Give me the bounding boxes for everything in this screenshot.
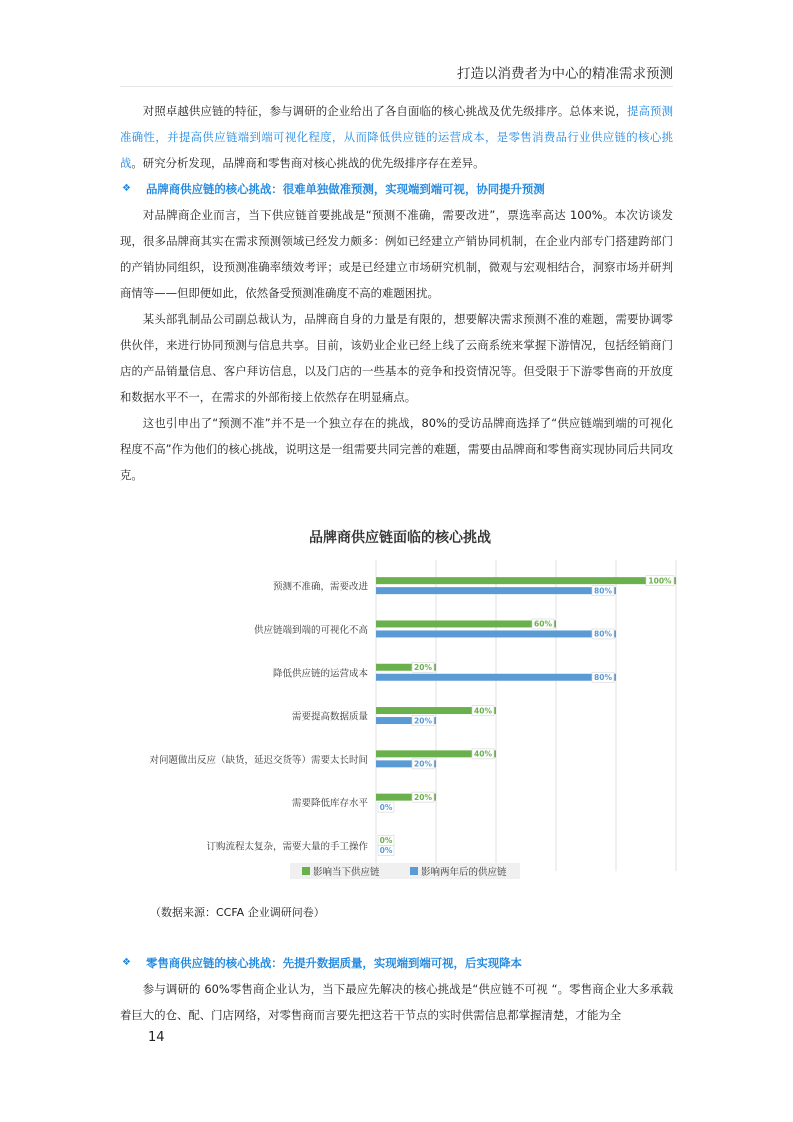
data-label: 20% — [414, 792, 432, 802]
bar-current — [376, 620, 556, 627]
intro-highlight: 提高预测准确性，并提高供应链端到端可视化程度，从而降低供应链的运营成本，是零售消费品行业供应链的核心挑战 — [120, 104, 673, 170]
data-label: 0% — [379, 846, 393, 856]
section1-paragraph-1: 对品牌商企业而言，当下供应链首要挑战是“预测不准确，需要改进”，票选率高达 100%。本次访谈发现，很多品牌商其实在需求预测领域已经发力颇多：例如已经建立产销协同机制，在企业内部专门搭建跨部门的产销协同组织，设预测准确率绩效考评；或是已经建立市场研究机制，微观与宏观相结合，洞察市场并研判商情等——但即便如此，依然备受预测准确度不高的难题困扰。 — [120, 208, 673, 300]
data-label: 60% — [534, 619, 552, 629]
data-label: 80% — [594, 629, 612, 639]
data-label: 0% — [379, 802, 393, 812]
category-label: 供应链端到端的可视化不高 — [253, 624, 368, 636]
data-source-note: （数据来源：CCFA 企业调研问卷） — [150, 906, 325, 919]
bar-two-years — [376, 587, 616, 594]
section1-heading — [120, 176, 673, 202]
page-number: 14 — [148, 1030, 165, 1045]
data-label: 0% — [379, 836, 393, 846]
intro-paragraph — [120, 98, 673, 176]
legend-swatch — [302, 867, 310, 875]
section2-paragraph-1: 参与调研的 60%零售商企业认为，当下最应先解决的核心挑战是“供应链不可视 “。零售商企业大多承载着巨大的仓、配、门店网络，对零售商而言要先把这若干节点的实时供需信息都掌握清楚，才能为全 — [120, 982, 673, 1022]
chart-title: 品牌商供应链面临的核心挑战 — [309, 530, 491, 546]
data-label: 40% — [474, 706, 492, 716]
legend-label: 影响当下供应链 — [313, 867, 380, 878]
data-label: 100% — [648, 576, 672, 586]
running-header: 打造以消费者为中心的精准需求预测 — [457, 66, 673, 82]
data-label: 20% — [414, 759, 432, 769]
main-content — [120, 98, 673, 488]
category-label: 需要降低库存水平 — [291, 798, 368, 810]
bar-current — [376, 577, 676, 584]
challenges-bar-chart — [120, 512, 680, 896]
category-label: 需要提高数据质量 — [291, 711, 368, 723]
diamond-bullet-icon: ❖ — [122, 183, 131, 194]
section1-paragraph-3: 这也引申出了“预测不准”并不是一个独立存在的挑战，80%的受访品牌商选择了“供应链端到端的可视化程度不高”作为他们的核心挑战，说明这是一组需要共同完善的难题，需要由品牌商和零售商实现协同后共同攻克。 — [120, 416, 673, 482]
section2-title: 零售商供应链的核心挑战：先提升数据质量，实现端到端可视，后实现降本 — [146, 956, 522, 970]
category-label: 预测不准确，需要改进 — [272, 581, 368, 593]
diamond-bullet-icon: ❖ — [122, 957, 131, 968]
category-label: 订购流程太复杂，需要大量的手工操作 — [206, 841, 368, 853]
header-divider — [120, 86, 673, 87]
section2-heading — [120, 950, 673, 976]
intro-text-end: 。研究分析发现，品牌商和零售商对核心挑战的优先级排序存在差异。 — [131, 156, 485, 170]
legend-swatch — [410, 867, 418, 875]
data-label: 20% — [414, 662, 432, 672]
data-label: 40% — [474, 749, 492, 759]
data-label: 80% — [594, 672, 612, 682]
section1-paragraph-2: 某头部乳制品公司副总裁认为，品牌商自身的力量是有限的，想要解决需求预测不准的难题，需要协调零供伙伴，来进行协同预测与信息共享。目前，该奶业企业已经上线了云商系统来掌握下游情况，包括经销商门店的产品销量信息、客户拜访信息，以及门店的一些基本的竞争和投资情况等。但受限于下游零售商的开放度和数据水平不一，在需求的外部衔接上依然存在明显痛点。 — [120, 312, 673, 404]
category-label: 对问题做出反应（缺货，延迟交货等）需要太长时间 — [149, 754, 368, 766]
bar-two-years — [376, 674, 616, 681]
bar-two-years — [376, 630, 616, 637]
data-label: 80% — [594, 586, 612, 596]
section1-title: 品牌商供应链的核心挑战：很难单独做准预测，实现端到端可视，协同提升预测 — [146, 182, 545, 196]
intro-text: 对照卓越供应链的特征，参与调研的企业给出了各自面临的核心挑战及优先级排序。总体来说， — [142, 104, 627, 118]
lower-content — [120, 950, 673, 1028]
category-label: 降低供应链的运营成本 — [272, 668, 368, 680]
data-label: 20% — [414, 716, 432, 726]
legend-label: 影响两年后的供应链 — [421, 867, 507, 878]
